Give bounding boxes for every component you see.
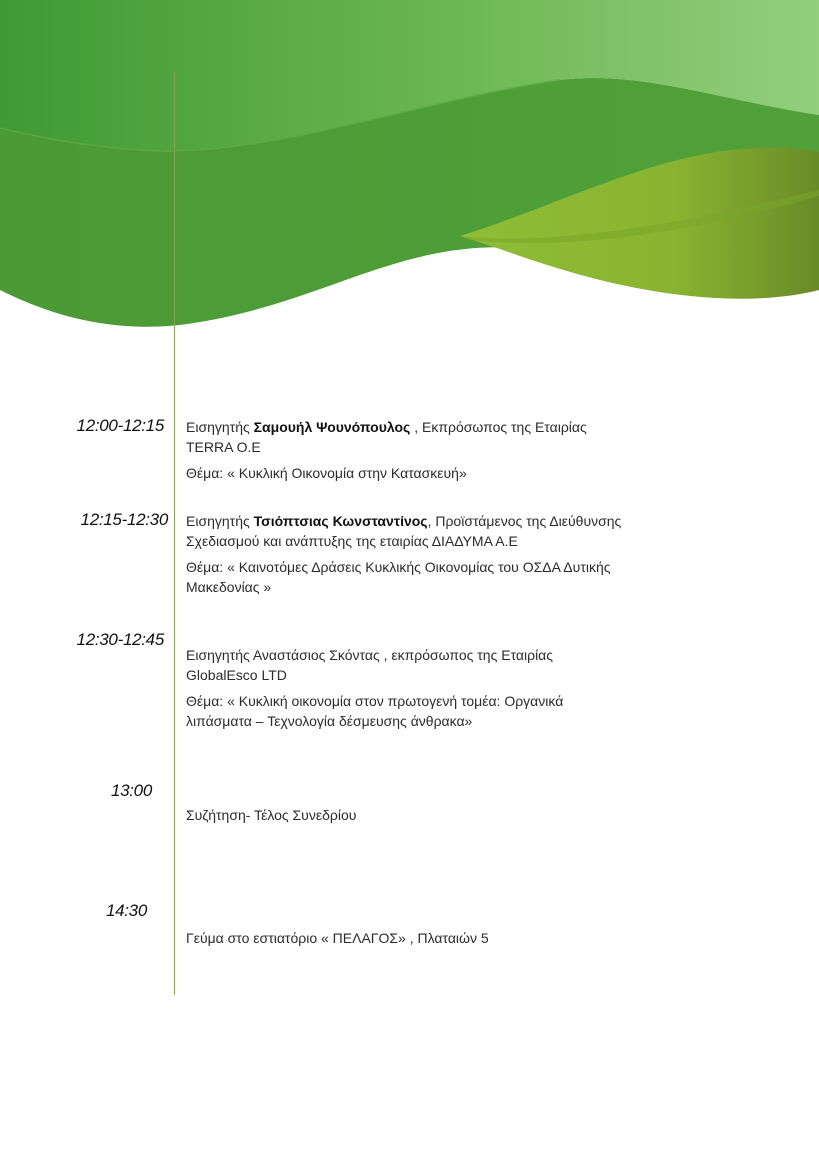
schedule-entry-3	[186, 645, 626, 731]
topic-line: Θέμα: « Κυκλική οικονομία στον πρωτογενή τομέα: Οργανικά λιπάσματα – Τεχνολογία δέσμευσης άνθρακα»	[186, 693, 564, 729]
speaker-line: Εισηγητής Τσιόπτσιας Κωνσταντίνος, Προϊστάμενος της Διεύθυνσης Σχεδιασμού και ανάπτυξης της εταιρίας ΔΙΑΔΥΜΑ Α.Ε	[186, 513, 622, 549]
schedule-entry-4	[186, 805, 626, 825]
speaker-line: Εισηγητής Σαμουήλ Ψουνόπουλος , Εκπρόσωπος της Εταιρίας TERRA O.E	[186, 419, 587, 455]
schedule-entry-1	[186, 417, 626, 483]
entry-text: Γεύμα στο εστιατόριο « ΠΕΛΑΓΟΣ» , Πλαταιών 5	[186, 930, 489, 946]
time-slot-4: 13:00	[110, 781, 152, 800]
speaker-name: Σαμουήλ Ψουνόπουλος	[253, 419, 411, 435]
schedule-entry-2	[186, 511, 626, 597]
topic-line: Θέμα: « Καινοτόμες Δράσεις Κυκλικής Οικονομίας του ΟΣΔΑ Δυτικής Μακεδονίας »	[186, 559, 611, 595]
speaker-line: Εισηγητής Αναστάσιος Σκόντας , εκπρόσωπος της Εταιρίας GlobalEsco LTD	[186, 647, 554, 683]
timeline-vertical-line	[174, 72, 175, 995]
speaker-name: Τσιόπτσιας Κωνσταντίνος	[253, 513, 428, 529]
time-slot-1: 12:00-12:15	[76, 416, 164, 435]
entry-text: Συζήτηση- Τέλος Συνεδρίου	[186, 807, 357, 823]
schedule-entry-5	[186, 928, 626, 948]
header-wave-graphic	[0, 0, 819, 340]
time-slot-3: 12:30-12:45	[76, 630, 164, 649]
time-slot-5: 14:30	[105, 901, 147, 920]
topic-line: Θέμα: « Κυκλική Οικονομία στην Κατασκευή»	[186, 465, 467, 481]
time-slot-2: 12:15-12:30	[80, 510, 168, 529]
